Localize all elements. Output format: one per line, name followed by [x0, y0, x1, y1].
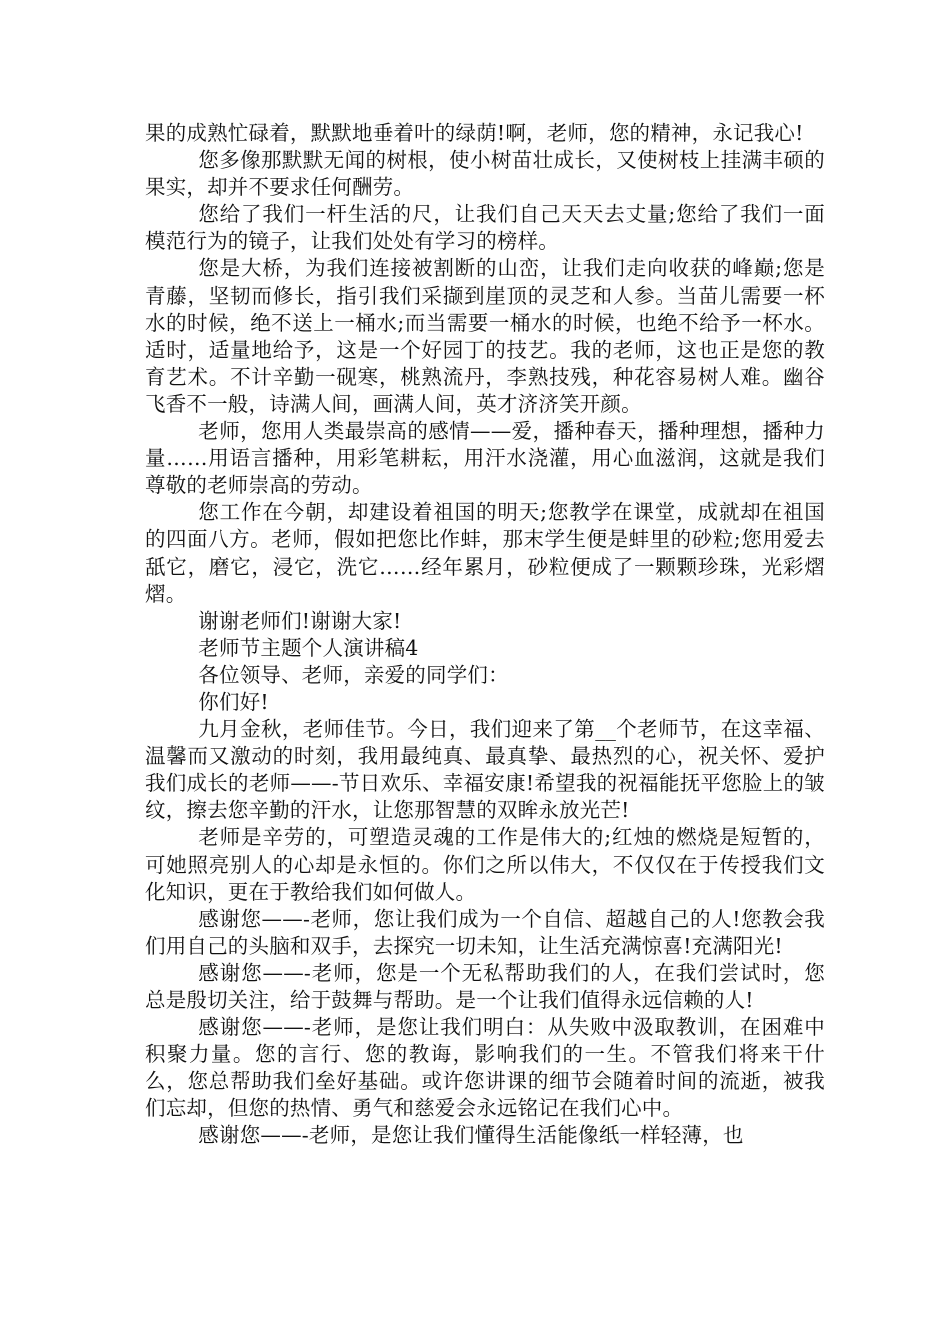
- section-title: 老师节主题个人演讲稿4: [198, 635, 419, 660]
- paragraph: 老师，您用人类最崇高的感情——爱，播种春天，播种理想，播种力量……用语言播种，用彩笔耕耘，用汗水浇灌，用心血滋润，这就是我们尊敬的老师崇高的劳动。: [145, 419, 825, 498]
- greeting: 你们好!: [198, 689, 269, 714]
- paragraph: 感谢您——-老师，您是一个无私帮助我们的人，在我们尝试时，您总是殷切关注，给于鼓舞与帮助。是一个让我们值得永远信赖的人!: [145, 960, 825, 1012]
- paragraph: 果的成熟忙碌着，默默地垂着叶的绿荫!啊，老师，您的精神，永记我心!: [145, 121, 804, 145]
- paragraph: 您是大桥，为我们连接被割断的山峦，让我们走向收获的峰巅;您是青藤，坚韧而修长，指引我们采撷到崖顶的灵芝和人参。当苗儿需要一杯水的时候，绝不送上一桶水;而当需要一桶水的时候，也绝不给予一杯水。适时，适量地给予，这是一个好园丁的技艺。我的老师，这也正是您的教育艺术。不计辛勤一砚寒，桃熟流丹，李熟技残，种花容易树人难。幽谷飞香不一般，诗满人间，画满人间，英才济济笑开颜。: [145, 256, 825, 416]
- paragraph: 感谢您——-老师，是您让我们明白：从失败中汲取教训，在困难中积聚力量。您的言行、您的教诲，影响我们的一生。不管我们将来干什么，您总帮助我们垒好基础。或许您讲课的细节会随着时间的流逝，被我们忘却，但您的热情、勇气和慈爱会永远铭记在我们心中。: [145, 1015, 825, 1121]
- paragraph: 您给了我们一杆生活的尺，让我们自己天天去丈量;您给了我们一面模范行为的镜子，让我们处处有学习的榜样。: [145, 202, 825, 254]
- paragraph: 您工作在今朝，却建设着祖国的明天;您教学在课堂，成就却在祖国的四面八方。老师，假如把您比作蚌，那末学生便是蚌里的砂粒;您用爱去舐它，磨它，浸它，洗它……经年累月，砂粒便成了一颗颗珍珠，光彩熠熠。: [145, 500, 825, 606]
- paragraph: 九月金秋，老师佳节。今日，我们迎来了第__个老师节，在这幸福、温馨而又激动的时刻，我用最纯真、最真挚、最热烈的心，祝关怀、爱护我们成长的老师——-节日欢乐、幸福安康!希望我的祝福能抚平您脸上的皱纹，擦去您辛勤的汗水，让您那智慧的双眸永放光芒!: [145, 717, 825, 823]
- paragraph: 老师是辛劳的，可塑造灵魂的工作是伟大的;红烛的燃烧是短暂的，可她照亮别人的心却是永恒的。你们之所以伟大，不仅仅在于传授我们文化知识，更在于教给我们如何做人。: [145, 825, 825, 904]
- document-body: [145, 120, 825, 1150]
- paragraph: 您多像那默默无闻的树根，使小树苗壮成长，又使树枝上挂满丰硕的果实，却并不要求任何酬劳。: [145, 148, 825, 200]
- closing-line: 谢谢老师们!谢谢大家!: [198, 608, 402, 633]
- paragraph: 感谢您——-老师，是您让我们懂得生活能像纸一样轻薄，也: [198, 1123, 744, 1148]
- paragraph: 感谢您——-老师，您让我们成为一个自信、超越自己的人!您教会我们用自己的头脑和双手，去探究一切未知，让生活充满惊喜!充满阳光!: [145, 906, 825, 958]
- salutation: 各位领导、老师，亲爱的同学们：: [198, 662, 509, 687]
